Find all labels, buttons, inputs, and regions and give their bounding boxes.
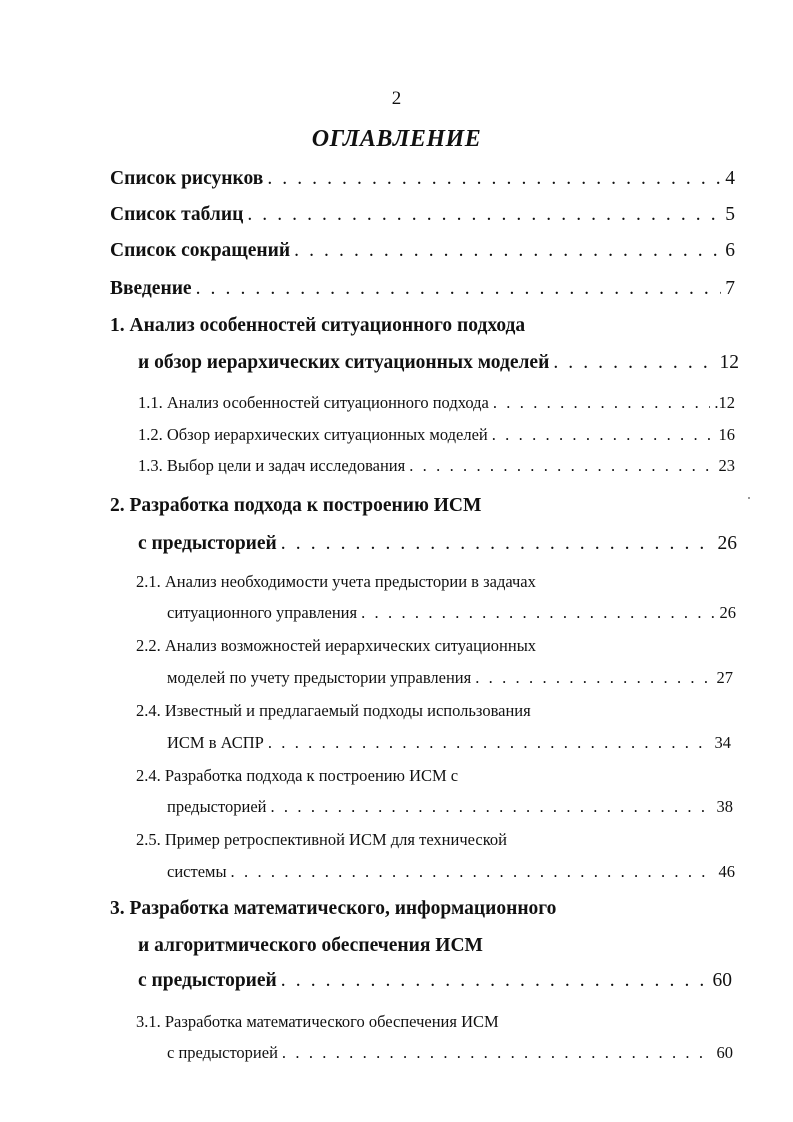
section-2-1-entry[interactable] — [167, 603, 736, 623]
toc-entry-label: системы — [167, 862, 227, 881]
toc-entry-page: 23 — [718, 456, 735, 475]
toc-entry-label: с предысторией — [138, 533, 277, 554]
toc-entry-abbreviations[interactable] — [110, 240, 735, 262]
toc-entry-page: 16 — [718, 425, 735, 444]
chapter-3-title-line-1[interactable]: 3. Разработка математического, информационного — [110, 898, 557, 919]
toc-entry-page: 26 — [717, 533, 737, 554]
toc-entry-page: 46 — [718, 862, 735, 881]
page-number: 2 — [391, 88, 402, 109]
toc-entry-page: 12 — [719, 352, 739, 373]
toc-entry-label: с предысторией — [138, 970, 277, 991]
toc-entry-figures[interactable] — [110, 168, 735, 190]
toc-entry-label: с предысторией — [167, 1043, 278, 1062]
dot-leader — [267, 168, 721, 190]
dot-leader — [282, 1043, 713, 1063]
toc-entry-introduction[interactable] — [110, 278, 735, 300]
dot-leader — [409, 456, 714, 476]
dot-leader — [294, 240, 721, 262]
chapter-2-entry[interactable] — [138, 533, 737, 555]
dot-leader — [493, 393, 711, 413]
section-2-4-known-entry[interactable] — [167, 733, 731, 753]
dot-leader — [281, 533, 714, 555]
toc-entry-page: 27 — [716, 668, 733, 687]
chapter-3-title-line-2[interactable]: и алгоритмического обеспечения ИСМ — [138, 935, 483, 956]
section-2-2-entry[interactable] — [167, 668, 733, 688]
toc-entry-page: 6 — [725, 240, 735, 261]
toc-entry-label: Список таблиц — [110, 204, 244, 225]
dot-leader — [247, 204, 721, 226]
section-2-1-title-line-1[interactable]: 2.1. Анализ необходимости учета предыстории в задачах — [136, 572, 536, 591]
toc-entry-label: 1.3. Выбор цели и задач исследования — [138, 456, 406, 475]
scan-speck — [748, 497, 750, 499]
dot-leader — [281, 970, 709, 992]
toc-entry-page: 60 — [716, 1043, 733, 1062]
toc-entry-label: предысторией — [167, 797, 267, 816]
section-3-1-title-line-1[interactable]: 3.1. Разработка математического обеспечения ИСМ — [136, 1012, 499, 1031]
toc-entry-page: 60 — [712, 970, 732, 991]
dot-leader — [268, 733, 711, 753]
chapter-2-title-line-1[interactable]: 2. Разработка подхода к построению ИСМ — [110, 495, 482, 516]
section-1-1-entry[interactable] — [138, 393, 735, 413]
dot-leader — [196, 278, 722, 300]
section-1-2-entry[interactable] — [138, 425, 735, 445]
toc-entry-label: ситуационного управления — [167, 603, 358, 622]
toc-entry-page: 26 — [719, 603, 736, 622]
section-3-1-entry[interactable] — [167, 1043, 733, 1063]
toc-entry-label: и обзор иерархических ситуационных моделей — [138, 352, 550, 373]
section-1-3-entry[interactable] — [138, 456, 735, 476]
dot-leader — [270, 797, 712, 817]
toc-entry-label: ИСМ в АСПР — [167, 733, 264, 752]
toc-entry-tables[interactable] — [110, 204, 735, 226]
toc-entry-page: .12 — [714, 393, 735, 412]
section-2-4-known-title-line-1[interactable]: 2.4. Известный и предлагаемый подходы использования — [136, 701, 531, 720]
section-2-4-development-title-line-1[interactable]: 2.4. Разработка подхода к построению ИСМ с — [136, 766, 459, 785]
dot-leader — [553, 352, 715, 374]
toc-entry-page: 5 — [725, 204, 735, 225]
toc-entry-label: 1.2. Обзор иерархических ситуационных моделей — [138, 425, 488, 444]
toc-entry-label: моделей по учету предыстории управления — [167, 668, 472, 687]
toc-entry-page: 38 — [716, 797, 733, 816]
dot-leader — [475, 668, 712, 688]
dot-leader — [492, 425, 715, 445]
toc-title: ОГЛАВЛЕНИЕ — [311, 126, 482, 152]
toc-entry-label: 1.1. Анализ особенностей ситуационного подхода — [138, 393, 489, 412]
dot-leader — [231, 862, 715, 882]
section-2-2-title-line-1[interactable]: 2.2. Анализ возможностей иерархических ситуационных — [136, 636, 537, 655]
toc-entry-label: Список сокращений — [110, 240, 291, 261]
toc-entry-page: 34 — [714, 733, 731, 752]
chapter-1-title-line-1[interactable]: 1. Анализ особенностей ситуационного подхода — [110, 315, 526, 336]
toc-entry-label: Список рисунков — [110, 168, 264, 189]
toc-entry-page: 7 — [725, 278, 735, 299]
dot-leader — [361, 603, 715, 623]
section-2-5-entry[interactable] — [167, 862, 735, 882]
toc-entry-label: Введение — [110, 278, 192, 299]
toc-entry-page: 4 — [725, 168, 735, 189]
section-2-5-title-line-1[interactable]: 2.5. Пример ретроспективной ИСМ для технической — [136, 830, 507, 849]
chapter-1-entry[interactable] — [138, 352, 739, 374]
section-2-4-development-entry[interactable] — [167, 797, 733, 817]
chapter-3-entry[interactable] — [138, 970, 732, 992]
